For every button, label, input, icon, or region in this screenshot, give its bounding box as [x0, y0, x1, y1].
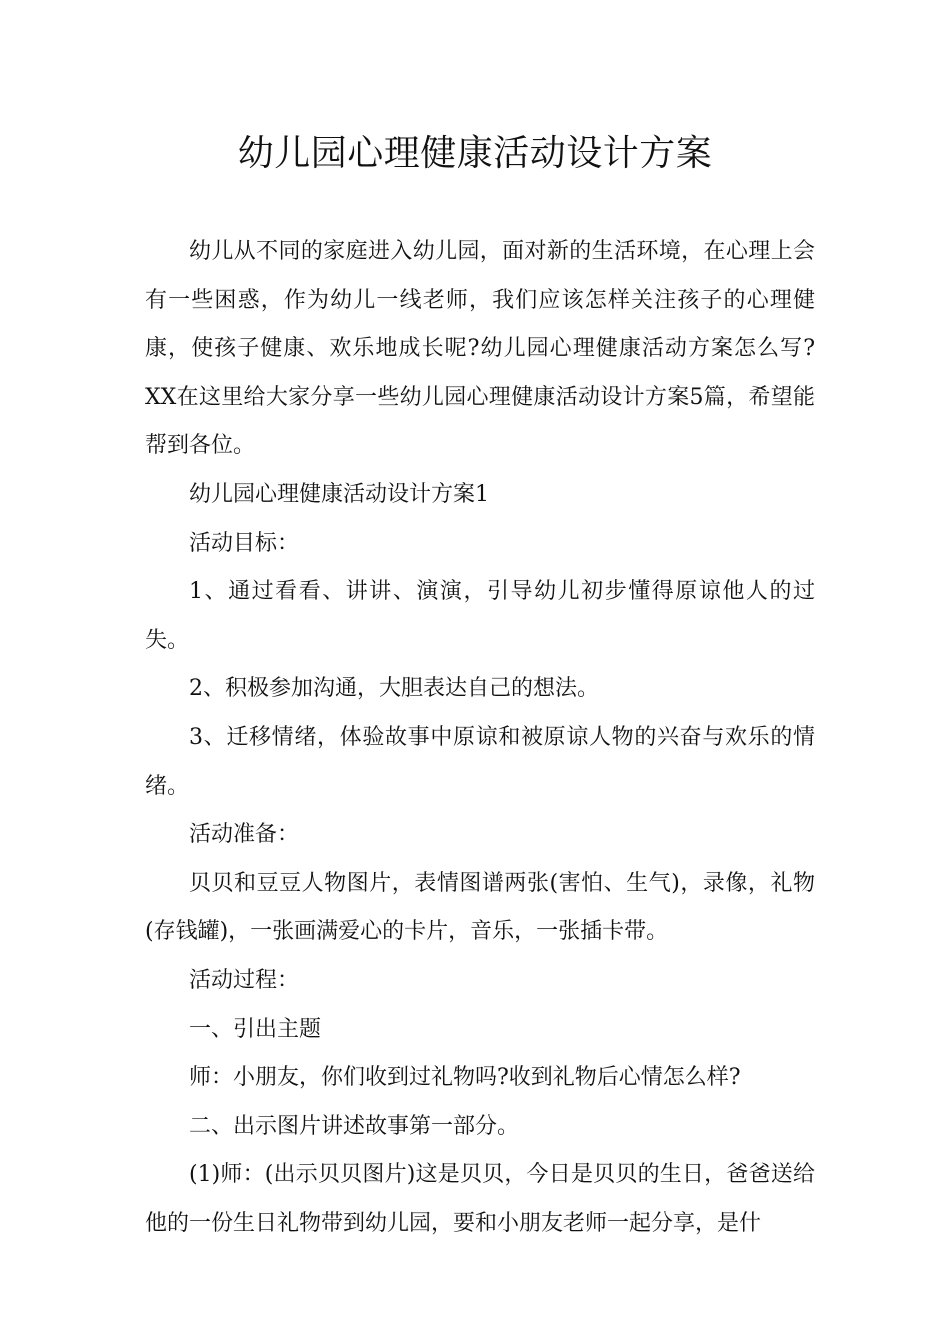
preparation-heading: 活动准备： — [189, 822, 300, 848]
teacher-question-paragraph: 师：小朋友，你们收到过礼物吗?收到礼物后心情怎么样? — [189, 1065, 741, 1091]
process-step-2-heading: 二、出示图片讲述故事第一部分。 — [189, 1113, 520, 1139]
goal-item-1: 1、通过看看、讲讲、演演，引导幼儿初步懂得原谅他人的过失。 — [145, 579, 815, 653]
activity-goals-heading: 活动目标： — [189, 530, 300, 556]
goal-item-3: 3、迁移情绪，体验故事中原谅和被原谅人物的兴奋与欢乐的情绪。 — [145, 724, 815, 799]
document-body — [145, 228, 815, 1248]
story-paragraph: (1)师：(出示贝贝图片)这是贝贝，今日是贝贝的生日，爸爸送给他的一份生日礼物带到幼儿园，要和小朋友老师一起分享，是什 — [145, 1162, 815, 1236]
process-heading: 活动过程： — [189, 967, 300, 993]
preparation-paragraph: 贝贝和豆豆人物图片，表情图谱两张(害怕、生气)，录像，礼物(存钱罐)，一张画满爱心的卡片，音乐，一张插卡带。 — [145, 870, 815, 945]
process-step-1-heading: 一、引出主题 — [189, 1016, 322, 1042]
section-heading: 幼儿园心理健康活动设计方案1 — [189, 481, 489, 507]
intro-paragraph: 幼儿从不同的家庭进入幼儿园，面对新的生活环境，在心理上会有一些困惑，作为幼儿一线老师，我们应该怎样关注孩子的心理健康，使孩子健康、欢乐地成长呢?幼儿园心理健康活动方案怎么写?XX在这里给大家分享一些幼儿园心理健康活动设计方案5篇，希望能帮到各位。 — [145, 239, 815, 459]
document-title: 幼儿园心理健康活动设计方案 — [237, 133, 713, 174]
goal-item-2: 2、积极参加沟通，大胆表达自己的想法。 — [189, 676, 599, 702]
